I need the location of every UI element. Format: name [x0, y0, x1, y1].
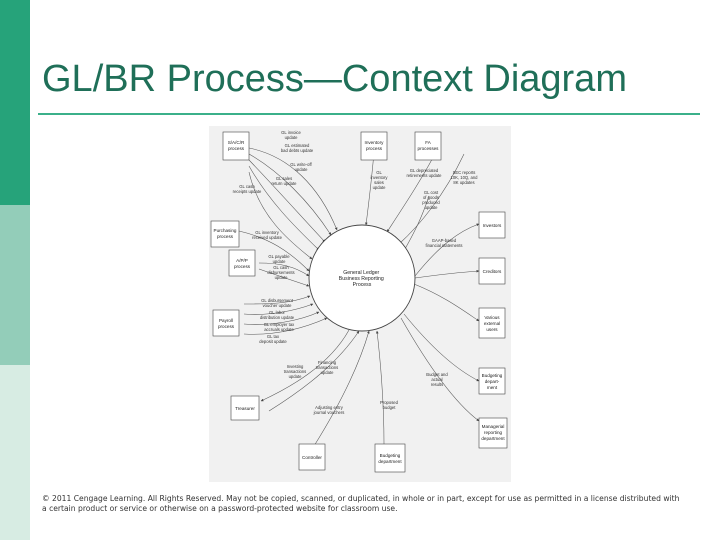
- flow-label-budget-actual: Budget and actual results: [426, 372, 448, 387]
- flow-label-gl-tax-deposit: GL tax deposit update: [259, 334, 287, 344]
- flow-label-financing: Financing transactions update: [315, 360, 339, 375]
- entity-label-budgeting-users: Budgeting depart-ment: [481, 373, 503, 390]
- entity-label-treasurer: Treasurer: [235, 406, 255, 411]
- flow-label-gl-sales-return: GL sales return update: [271, 176, 297, 186]
- flow-label-gaap-statements: GAAP-based financial statements: [425, 238, 463, 248]
- flow-label-gl-cost-goods: GL cost of goods produced update: [422, 190, 440, 210]
- entity-label-managerial: Managerial reporting department: [481, 424, 505, 441]
- flow-arrow: [414, 284, 479, 321]
- copyright-notice: © 2011 Cengage Learning. All Rights Reserved. May not be copied, scanned, or duplicated, in whole or in part, except for use as permitted in a license distributed with a certain product or service or otherwise on a password-protected website for classroom use.: [42, 494, 680, 513]
- accent-band-middle: [0, 205, 30, 365]
- flow-label-gl-depreciated: GL depreciated retirements update: [406, 168, 442, 178]
- flow-arrow: [249, 148, 337, 230]
- entity-label-ap: A/P/P process: [233, 258, 251, 269]
- entity-apd-process-box: [229, 250, 255, 276]
- entity-label-inventory: Inventory process: [364, 140, 384, 151]
- entity-label-controller: Controller: [302, 455, 322, 460]
- flow-label-gl-writeoff: GL write-off update: [290, 162, 312, 172]
- entity-label-purchasing: Purchasing process: [213, 228, 237, 239]
- flow-arrow: [377, 331, 384, 444]
- flow-arrow: [415, 271, 479, 278]
- accent-band-top: [0, 0, 30, 205]
- flow-label-gl-inventory-received: GL inventory received update: [252, 230, 282, 240]
- entity-label-payroll: Payroll process: [217, 318, 235, 329]
- entity-label-sacr: S/A/C/R process: [227, 140, 245, 151]
- flow-arrow: [314, 331, 369, 446]
- flow-arrow: [404, 314, 479, 381]
- entity-payroll-process-box: [213, 310, 239, 336]
- entity-label-budgeting: Budgeting department: [378, 453, 402, 464]
- flow-arrow: [415, 224, 479, 276]
- flow-label-adjusting-entries: Adjusting entry journal vouchers: [313, 405, 345, 415]
- flow-label-gl-disbursement-voucher: GL disbursement voucher update: [261, 298, 293, 308]
- entity-label-fa: FA processes: [417, 140, 439, 151]
- flow-label-proposed-budget: Proposed budget: [380, 400, 398, 410]
- entity-label-investors: Investors: [482, 223, 502, 228]
- flow-label-gl-labor: GL labor distribution update: [259, 310, 295, 320]
- center-process-line: Business Reporting: [338, 276, 384, 282]
- flow-label-gl-inventory-sales: GL inventory sales update: [370, 170, 388, 190]
- flow-label-gl-cash-disbursements: GL cash disbursements update: [267, 265, 295, 280]
- entity-label-creditors: Creditors: [482, 269, 502, 274]
- accent-band-bottom: [0, 365, 30, 540]
- center-process-line: Process: [352, 282, 372, 288]
- entity-budgeting-department-box: [375, 444, 405, 472]
- flow-arrow: [401, 318, 479, 421]
- slide-title: GL/BR Process—Context Diagram: [42, 58, 627, 100]
- context-diagram: [209, 126, 511, 482]
- flow-label-gl-invoice: GL invoice update: [281, 130, 301, 140]
- flow-label-gl-payable: GL payable update: [268, 254, 290, 264]
- center-process-line: General Ledger: [343, 270, 380, 276]
- flow-label-gl-employer-tax: GL employer tax accruals update: [263, 322, 295, 332]
- flow-label-gl-cash-receipts: GL cash receipts update: [232, 184, 262, 194]
- entity-label-external-users: Various external users: [483, 315, 501, 332]
- flow-label-gl-bad-debts: GL estimated bad debts update: [280, 143, 314, 153]
- flow-label-sec-reports: SEC reports 10K, 10Q, and 8K updates: [450, 170, 478, 185]
- flow-label-investing: Investing transactions update: [283, 364, 307, 379]
- title-underline: [38, 113, 700, 115]
